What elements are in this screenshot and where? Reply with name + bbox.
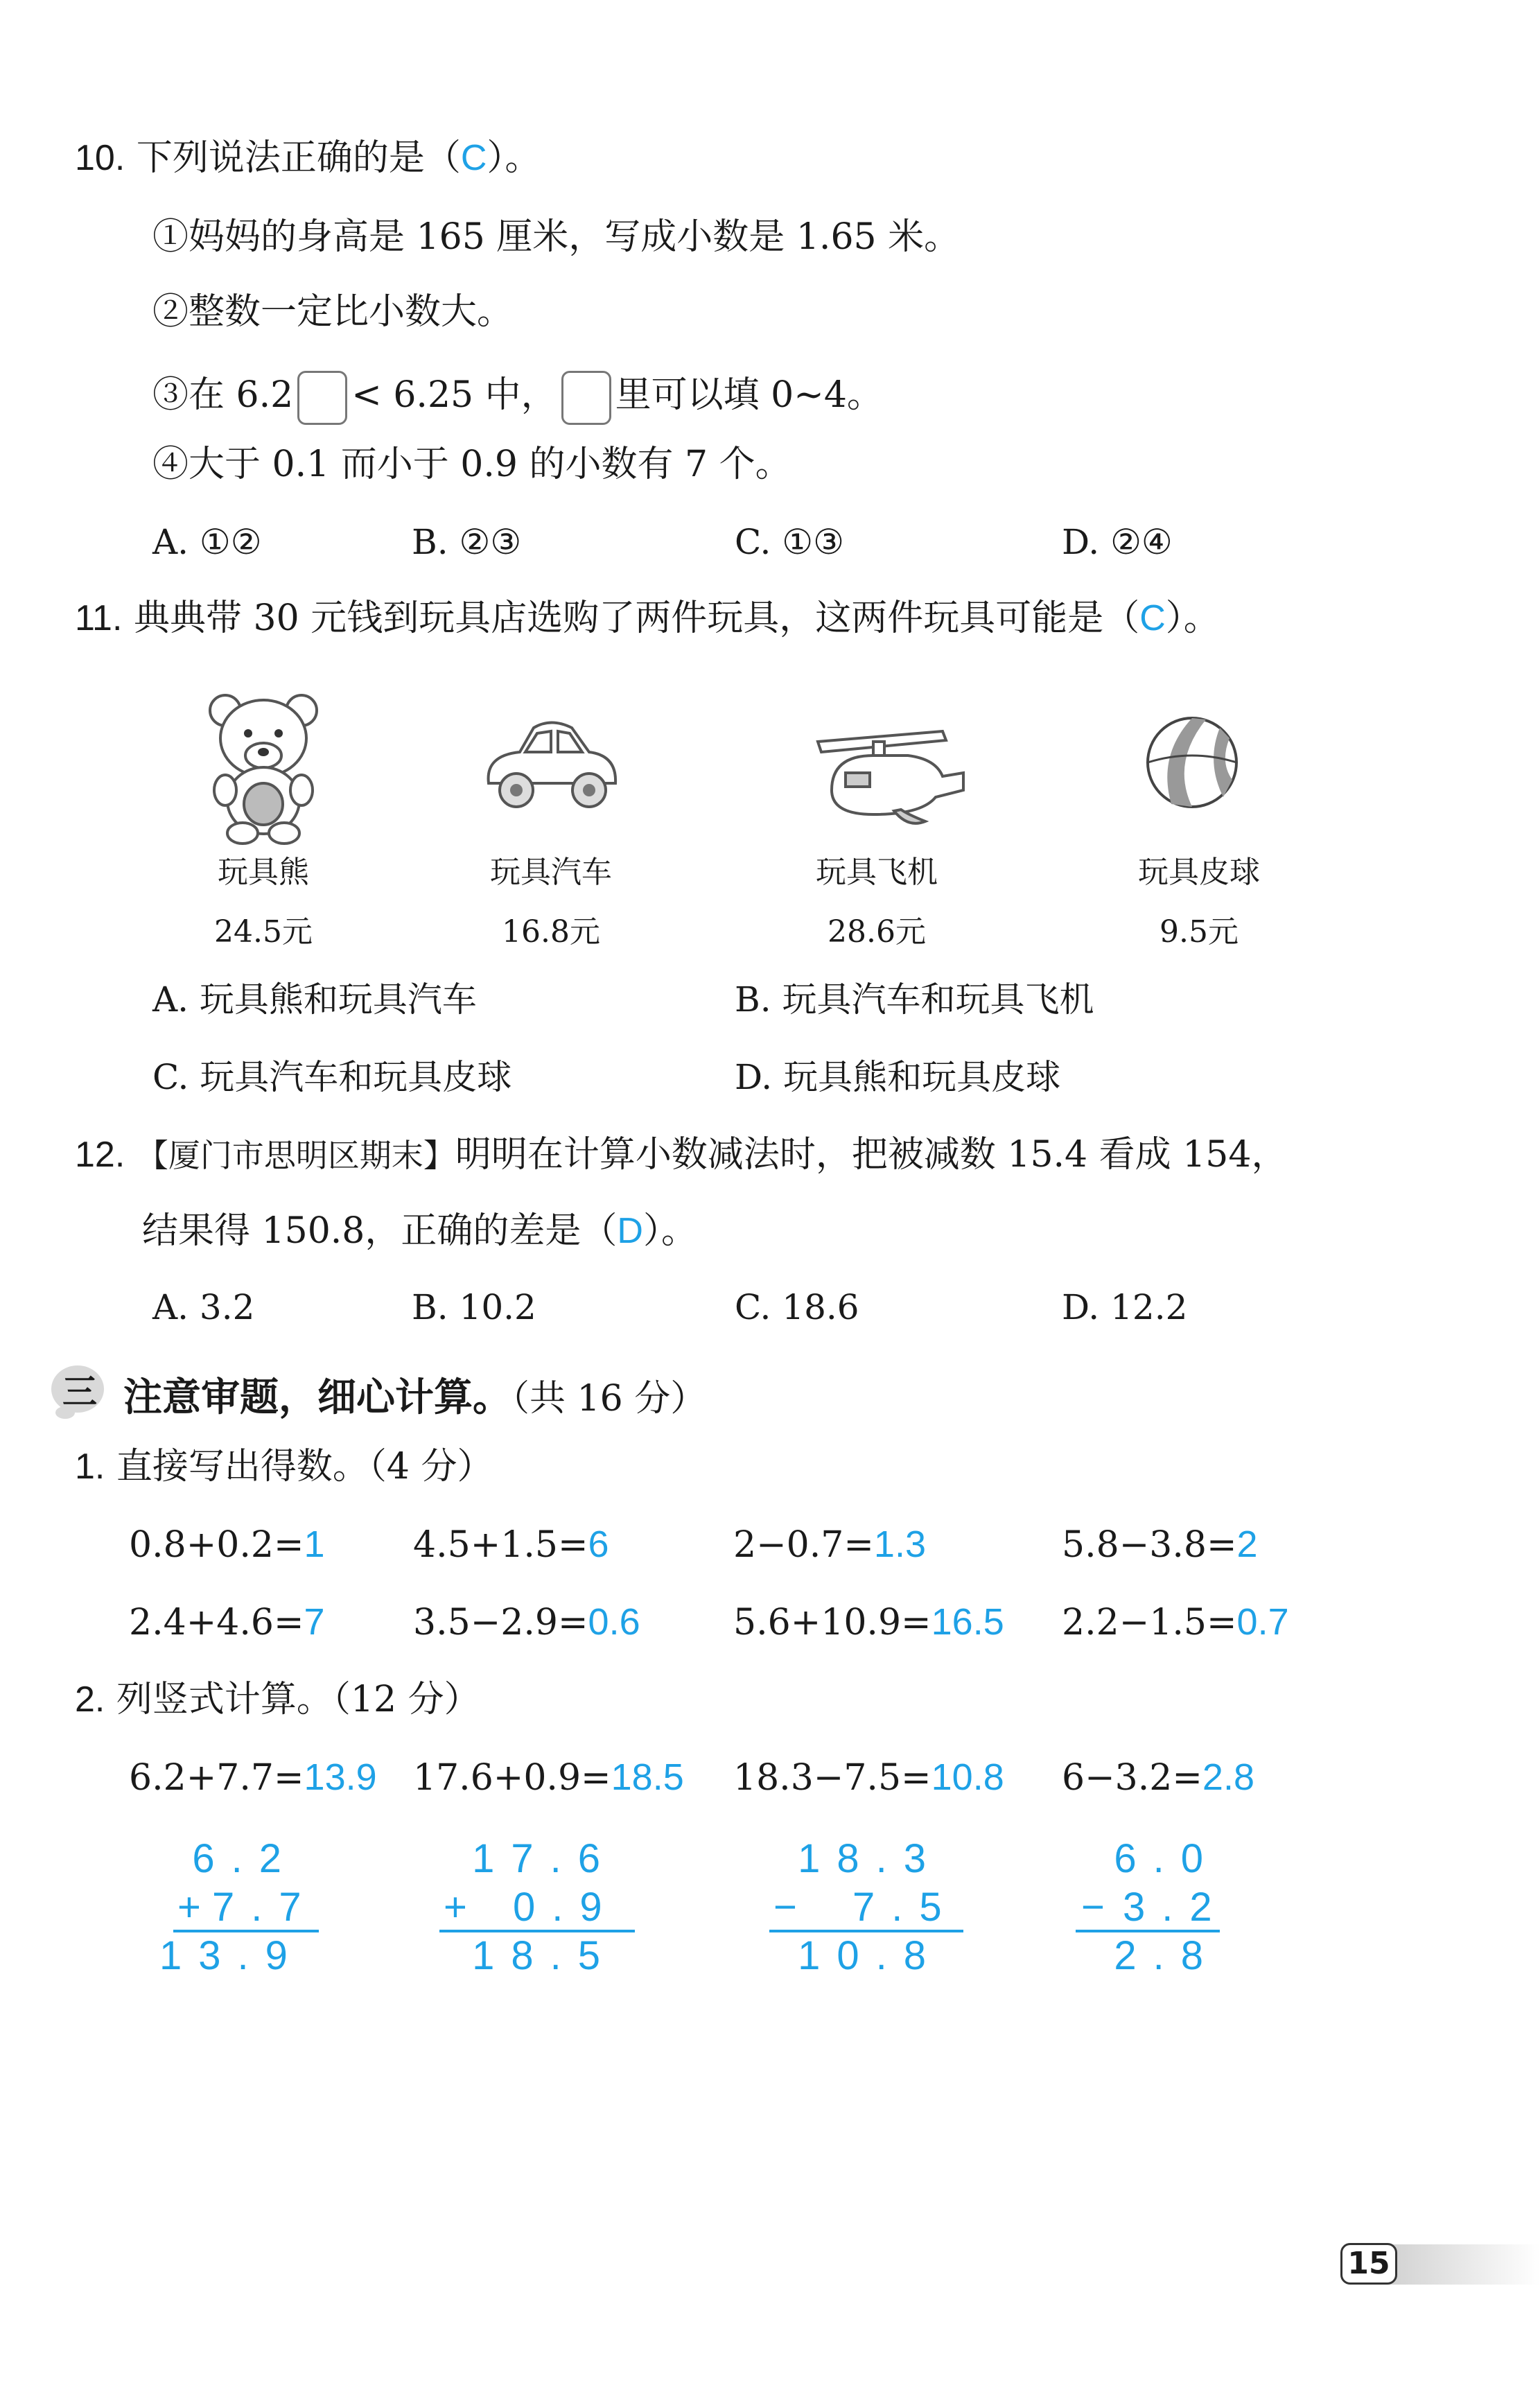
expression: 5.6+10.9= bbox=[733, 1602, 931, 1643]
section-heading bbox=[123, 1367, 706, 1422]
vertical-item-expression bbox=[1062, 1756, 1254, 1799]
question-12-line-2 bbox=[142, 1210, 697, 1252]
question-11 bbox=[75, 597, 1220, 639]
vertical-top: 6.2 bbox=[192, 1836, 298, 1881]
oral-item bbox=[1062, 1524, 1258, 1566]
blank-box bbox=[297, 371, 347, 425]
vertical-item-expression bbox=[413, 1756, 684, 1799]
oral-item bbox=[733, 1524, 926, 1566]
oral-item bbox=[1062, 1601, 1289, 1643]
question-stem-line-2: 结果得 150.8，正确的差是（ bbox=[142, 1210, 618, 1252]
vertical-operator: + bbox=[444, 1885, 484, 1930]
page-number: 15 bbox=[1340, 2243, 1397, 2285]
answer: 18.5 bbox=[611, 1756, 684, 1798]
vertical-top: 18.3 bbox=[798, 1836, 943, 1881]
toy-price: 9.5元 bbox=[1160, 914, 1239, 950]
option-d: D. 12.2 bbox=[1062, 1287, 1188, 1327]
toy-name: 玩具飞机 bbox=[816, 855, 938, 890]
answer: 0.7 bbox=[1236, 1601, 1289, 1643]
expression: 17.6+0.9= bbox=[413, 1757, 611, 1799]
option-a: A. 玩具熊和玩具汽车 bbox=[152, 979, 477, 1020]
ball-icon bbox=[1144, 714, 1241, 811]
toy-helicopter-icon bbox=[804, 700, 970, 832]
toy-price: 28.6元 bbox=[828, 914, 926, 950]
expression: 0.8+0.2= bbox=[129, 1524, 304, 1566]
expression: 6−3.2= bbox=[1062, 1757, 1202, 1799]
statement-3-part-b: < 6.25 中， bbox=[351, 374, 557, 416]
expression: 4.5+1.5= bbox=[413, 1524, 588, 1566]
answer: 2 bbox=[1236, 1524, 1258, 1565]
question-number: 12. bbox=[75, 1135, 125, 1175]
vertical-second: 3.2 bbox=[1123, 1885, 1229, 1930]
section-title: 注意审题，细心计算。 bbox=[123, 1375, 511, 1420]
option-c: C. ①③ bbox=[735, 522, 844, 562]
expression: 3.5−2.9= bbox=[413, 1602, 588, 1643]
toy-name: 玩具皮球 bbox=[1138, 855, 1260, 890]
answer: 2.8 bbox=[1202, 1756, 1254, 1798]
statement-2: ②整数一定比小数大。 bbox=[152, 291, 514, 333]
answer: D bbox=[617, 1211, 643, 1251]
answer: 13.9 bbox=[304, 1756, 377, 1798]
question-close: ）。 bbox=[487, 137, 541, 179]
statement-4: ④大于 0.1 而小于 0.9 的小数有 7 个。 bbox=[152, 444, 791, 485]
answer: 10.8 bbox=[931, 1756, 1004, 1798]
question-close: ）。 bbox=[1165, 597, 1220, 639]
oral-item bbox=[413, 1601, 640, 1643]
vertical-result: 2.8 bbox=[1114, 1933, 1220, 1978]
section-score: （共 16 分） bbox=[511, 1378, 707, 1420]
expression: 18.3−7.5= bbox=[733, 1757, 931, 1799]
question-stem: 典典带 30 元钱到玩具店选购了两件玩具，这两件玩具可能是（ bbox=[133, 597, 1140, 639]
vertical-operator: − bbox=[1081, 1885, 1121, 1930]
statement-3-part-a: ③在 6.2 bbox=[152, 374, 294, 416]
option-d: D. 玩具熊和玩具皮球 bbox=[735, 1057, 1061, 1097]
answer: C bbox=[460, 138, 487, 178]
option-b: B. 玩具汽车和玩具飞机 bbox=[735, 979, 1094, 1020]
part-1-heading bbox=[75, 1446, 493, 1487]
teddy-bear-icon bbox=[201, 686, 326, 846]
part-number: 1. bbox=[75, 1447, 105, 1487]
option-c: C. 玩具汽车和玩具皮球 bbox=[152, 1057, 512, 1097]
toy-car-icon bbox=[478, 714, 624, 818]
option-c: C. 18.6 bbox=[735, 1287, 859, 1327]
toy-name: 玩具熊 bbox=[218, 855, 309, 890]
part-title: 列竖式计算。（12 分） bbox=[116, 1679, 480, 1720]
answer: 7 bbox=[304, 1601, 325, 1643]
answer: 1.3 bbox=[873, 1524, 926, 1565]
answer: 0.6 bbox=[588, 1601, 640, 1643]
vertical-item-expression bbox=[129, 1756, 377, 1799]
option-a: A. ①② bbox=[152, 522, 262, 562]
question-close: ）。 bbox=[642, 1210, 697, 1252]
vertical-top: 17.6 bbox=[472, 1836, 617, 1881]
question-stem: 下列说法正确的是（ bbox=[136, 137, 461, 179]
section-number: 三 bbox=[62, 1372, 97, 1412]
answer: C bbox=[1139, 598, 1166, 638]
expression: 2.4+4.6= bbox=[129, 1602, 304, 1643]
oral-item bbox=[733, 1601, 1004, 1643]
vertical-second: 7.7 bbox=[212, 1885, 318, 1930]
option-b: B. ②③ bbox=[412, 522, 522, 562]
vertical-operator: − bbox=[773, 1885, 814, 1930]
oral-item bbox=[413, 1524, 609, 1566]
oral-item bbox=[129, 1601, 325, 1643]
part-number: 2. bbox=[75, 1679, 105, 1720]
vertical-result: 10.8 bbox=[798, 1933, 943, 1978]
source-tag: 【厦门市思明区期末】 bbox=[136, 1137, 455, 1174]
expression: 6.2+7.7= bbox=[129, 1757, 304, 1799]
part-2-heading bbox=[75, 1679, 480, 1720]
vertical-result: 18.5 bbox=[472, 1933, 617, 1978]
option-b: B. 10.2 bbox=[412, 1287, 536, 1327]
vertical-second: 7.5 bbox=[852, 1885, 959, 1930]
part-title: 直接写出得数。（4 分） bbox=[116, 1446, 493, 1487]
answer: 16.5 bbox=[931, 1601, 1004, 1643]
statement-1: ①妈妈的身高是 165 厘米，写成小数是 1.65 米。 bbox=[152, 216, 961, 258]
answer: 1 bbox=[304, 1524, 325, 1565]
vertical-result: 13.9 bbox=[159, 1933, 304, 1978]
option-d: D. ②④ bbox=[1062, 522, 1173, 562]
vertical-top: 6.0 bbox=[1114, 1836, 1220, 1881]
blank-box bbox=[561, 371, 611, 425]
question-12 bbox=[75, 1134, 1287, 1176]
statement-3 bbox=[152, 367, 883, 425]
question-number: 11. bbox=[75, 598, 123, 638]
question-10 bbox=[75, 137, 541, 179]
expression: 2.2−1.5= bbox=[1062, 1602, 1237, 1643]
option-a: A. 3.2 bbox=[152, 1287, 255, 1327]
vertical-operator: + bbox=[177, 1885, 218, 1930]
oral-item bbox=[129, 1524, 325, 1566]
statement-3-part-c: 里可以填 0~4。 bbox=[615, 374, 883, 416]
toy-price: 24.5元 bbox=[214, 914, 313, 950]
question-stem-line-1: 明明在计算小数减法时，把被减数 15.4 看成 154， bbox=[455, 1134, 1288, 1176]
question-number: 10. bbox=[75, 138, 125, 178]
vertical-second: 0.9 bbox=[513, 1885, 619, 1930]
vertical-item-expression bbox=[733, 1756, 1004, 1799]
expression: 5.8−3.8= bbox=[1062, 1524, 1237, 1566]
expression: 2−0.7= bbox=[733, 1524, 874, 1566]
toy-price: 16.8元 bbox=[502, 914, 600, 950]
toy-name: 玩具汽车 bbox=[490, 855, 612, 890]
answer: 6 bbox=[588, 1524, 609, 1565]
